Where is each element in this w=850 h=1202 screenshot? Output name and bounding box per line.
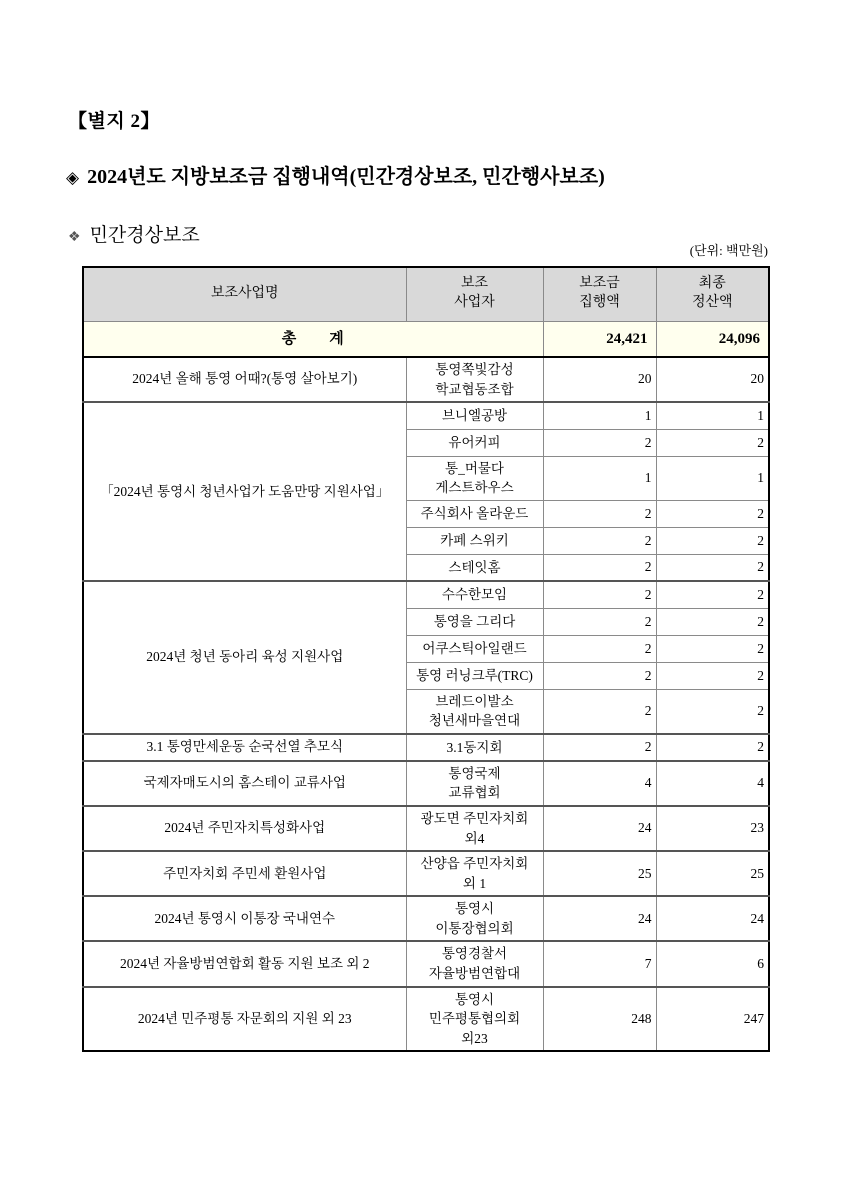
program-name-cell: 국제자매도시의 홈스테이 교류사업 — [83, 761, 406, 806]
section-title — [68, 220, 200, 247]
paid-amount-cell: 24 — [543, 806, 656, 851]
organization-cell — [406, 941, 543, 986]
organization-line: 주식회사 올라운드 — [420, 505, 529, 521]
organization-cell — [406, 635, 543, 662]
organization-line: 통_머물다 — [445, 460, 504, 476]
organization-line: 통영국제 — [448, 765, 501, 781]
total-settled-amount: 24,096 — [656, 321, 769, 357]
settled-amount-cell: 2 — [656, 662, 769, 689]
organization-line: 청년새마을연대 — [428, 713, 521, 729]
settled-amount-cell: 2 — [656, 635, 769, 662]
table-row — [83, 402, 769, 429]
organization-line: 카페 스위키 — [440, 532, 509, 548]
organization-line: 게스트하우스 — [435, 480, 514, 496]
settled-amount-cell: 2 — [656, 689, 769, 734]
organization-cell — [406, 608, 543, 635]
table-row — [83, 806, 769, 851]
paid-amount-cell: 2 — [543, 689, 656, 734]
organization-cell — [406, 689, 543, 734]
settled-amount-cell: 1 — [656, 402, 769, 429]
document-title — [66, 160, 605, 189]
header-row — [83, 267, 769, 321]
organization-cell — [406, 987, 543, 1052]
paid-amount-cell: 7 — [543, 941, 656, 986]
column-header-organization: 보조 사업자 — [406, 267, 543, 321]
paid-amount-cell: 248 — [543, 987, 656, 1052]
program-name-cell: 2024년 통영시 이통장 국내연수 — [83, 896, 406, 941]
table-row — [83, 941, 769, 986]
program-name-cell: 2024년 청년 동아리 육성 지원사업 — [83, 581, 406, 734]
organization-line: 외4 — [464, 830, 485, 846]
organization-cell — [406, 429, 543, 456]
organization-line: 외 1 — [462, 875, 487, 891]
table-row — [83, 896, 769, 941]
organization-line: 3.1동지회 — [446, 739, 503, 755]
program-name-cell: 2024년 올해 통영 어때?(통영 살아보기) — [83, 357, 406, 402]
organization-line: 교류협회 — [448, 785, 501, 801]
paid-amount-cell: 4 — [543, 761, 656, 806]
organization-line: 통영 러닝크루(TRC) — [416, 667, 533, 683]
organization-line: 어쿠스틱아일랜드 — [422, 640, 527, 656]
organization-cell — [406, 662, 543, 689]
settled-amount-cell: 247 — [656, 987, 769, 1052]
paid-amount-cell: 2 — [543, 662, 656, 689]
paid-amount-cell: 2 — [543, 429, 656, 456]
settled-amount-cell: 24 — [656, 896, 769, 941]
organization-line: 통영을 그리다 — [433, 613, 516, 629]
paid-amount-cell: 2 — [543, 500, 656, 527]
document-title-text: 2024년도 지방보조금 집행내역(민간경상보조, 민간행사보조) — [87, 166, 605, 188]
grant-table — [82, 266, 770, 1052]
paid-amount-cell: 2 — [543, 608, 656, 635]
organization-line: 수수한모임 — [441, 587, 508, 603]
organization-cell — [406, 554, 543, 581]
settled-amount-cell: 2 — [656, 554, 769, 581]
organization-line: 통영시 — [454, 901, 495, 917]
settled-amount-cell: 20 — [656, 357, 769, 402]
organization-cell — [406, 402, 543, 429]
table-row — [83, 761, 769, 806]
table-row — [83, 987, 769, 1052]
settled-amount-cell: 2 — [656, 581, 769, 608]
paid-amount-cell: 2 — [543, 527, 656, 554]
table-row — [83, 581, 769, 608]
program-name-cell: 주민자치회 주민세 환원사업 — [83, 851, 406, 896]
settled-amount-cell: 4 — [656, 761, 769, 806]
paid-amount-cell: 2 — [543, 581, 656, 608]
organization-line: 통영쪽빛감성 — [435, 362, 514, 377]
organization-line: 학교협동조합 — [435, 381, 514, 397]
diamond-bullet-icon: ◈ — [66, 168, 80, 187]
settled-amount-cell: 2 — [656, 500, 769, 527]
organization-line: 광도면 주민자치회 — [420, 811, 529, 826]
paid-amount-cell: 1 — [543, 456, 656, 500]
grant-table-container — [82, 266, 768, 1052]
organization-line: 유어커피 — [448, 434, 501, 450]
section-title-text: 민간경상보조 — [89, 225, 200, 246]
program-name-cell: 2024년 주민자치특성화사업 — [83, 806, 406, 851]
table-row — [83, 851, 769, 896]
paid-amount-cell: 20 — [543, 357, 656, 402]
settled-amount-cell: 1 — [656, 456, 769, 500]
settled-amount-cell: 2 — [656, 429, 769, 456]
organization-cell — [406, 581, 543, 608]
organization-cell — [406, 527, 543, 554]
organization-cell — [406, 896, 543, 941]
organization-line: 통영경찰서 — [441, 946, 508, 962]
paid-amount-cell: 2 — [543, 734, 656, 761]
organization-cell — [406, 761, 543, 806]
program-name-cell: 2024년 자율방범연합회 활동 지원 보조 외 2 — [83, 941, 406, 986]
program-name-cell: 3.1 통영만세운동 순국선열 추모식 — [83, 734, 406, 761]
settled-amount-cell: 2 — [656, 734, 769, 761]
program-name-cell: 2024년 민주평통 자문회의 지원 외 23 — [83, 987, 406, 1052]
organization-line: 브니엘공방 — [441, 408, 508, 424]
paid-amount-cell: 1 — [543, 402, 656, 429]
paid-amount-cell: 25 — [543, 851, 656, 896]
annex-tag: 【별지 2】 — [68, 111, 160, 132]
table-header — [83, 267, 769, 321]
organization-cell — [406, 851, 543, 896]
settled-amount-cell: 23 — [656, 806, 769, 851]
organization-cell — [406, 734, 543, 761]
table-row — [83, 734, 769, 761]
organization-line: 브레드이발소 — [435, 693, 514, 709]
table-body — [83, 321, 769, 1051]
organization-cell — [406, 500, 543, 527]
program-name-cell: 「2024년 통영시 청년사업가 도움만땅 지원사업」 — [83, 402, 406, 581]
organization-line: 자율방범연합대 — [428, 965, 521, 981]
organization-line: 스테잇홈 — [448, 559, 501, 575]
unit-note: (단위: 백만원) — [689, 243, 768, 258]
organization-line: 이통장협의회 — [435, 920, 514, 936]
settled-amount-cell: 2 — [656, 608, 769, 635]
organization-cell — [406, 357, 543, 402]
paid-amount-cell: 24 — [543, 896, 656, 941]
total-label: 총 계 — [83, 321, 543, 357]
total-row — [83, 321, 769, 357]
organization-cell — [406, 456, 543, 500]
table-row — [83, 357, 769, 402]
settled-amount-cell: 2 — [656, 527, 769, 554]
paid-amount-cell: 2 — [543, 554, 656, 581]
organization-line: 민주평통협의회 — [428, 1011, 521, 1027]
total-paid-amount: 24,421 — [543, 321, 656, 357]
organization-line: 산양읍 주민자치회 — [420, 856, 529, 872]
organization-cell — [406, 806, 543, 851]
settled-amount-cell: 6 — [656, 941, 769, 986]
paid-amount-cell: 2 — [543, 635, 656, 662]
column-header-settled-amount: 최종 정산액 — [656, 267, 769, 321]
organization-line: 통영시 — [454, 991, 495, 1007]
column-header-program: 보조사업명 — [83, 267, 406, 321]
flower-bullet-icon: ❖ — [68, 230, 81, 245]
column-header-paid-amount: 보조금 집행액 — [543, 267, 656, 321]
settled-amount-cell: 25 — [656, 851, 769, 896]
organization-line: 외23 — [461, 1030, 488, 1046]
